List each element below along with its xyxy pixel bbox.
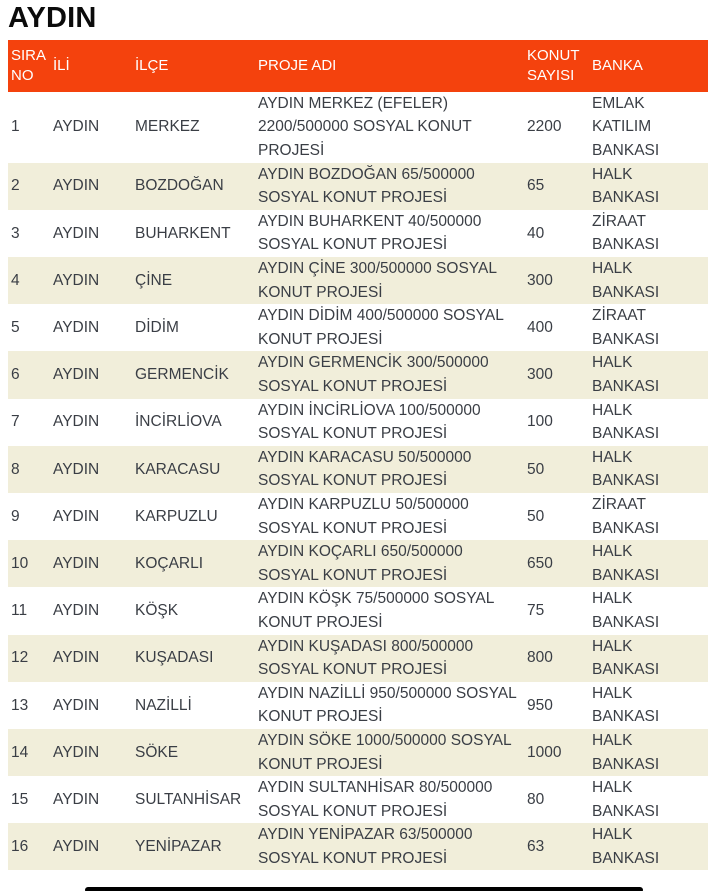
cell-sira-no: 10 xyxy=(11,554,29,572)
cell-sira-no: 16 xyxy=(11,838,29,856)
bottom-bar xyxy=(85,887,643,891)
table-row xyxy=(8,823,708,870)
cell-ili: AYDIN xyxy=(53,460,100,478)
cell-sira-no: 3 xyxy=(11,224,20,242)
cell-ili: AYDIN xyxy=(53,790,100,808)
cell-ilce: ÇİNE xyxy=(135,271,173,289)
cell-konut-sayisi: 65 xyxy=(527,177,545,195)
cell-ili: AYDIN xyxy=(53,366,100,384)
table-row xyxy=(8,351,708,398)
cell-ilce: KUŞADASI xyxy=(135,649,214,667)
cell-ili: AYDIN xyxy=(53,554,100,572)
cell-sira-no: 11 xyxy=(11,602,28,620)
column-header-proje-adi: PROJE ADI xyxy=(255,40,524,92)
table-row xyxy=(8,587,708,634)
cell-konut-sayisi: 100 xyxy=(527,413,553,431)
cell-ili: AYDIN xyxy=(53,319,100,337)
cell-banka: HALK BANKASI xyxy=(592,826,660,867)
cell-konut-sayisi: 650 xyxy=(527,554,553,572)
cell-ili: AYDIN xyxy=(53,602,100,620)
cell-banka: HALK BANKASI xyxy=(592,731,660,773)
cell-proje-adi: AYDIN KOÇARLI 650/500000 SOSYAL KONUT PROJESİ xyxy=(258,543,463,584)
cell-proje-adi: AYDIN KARACASU 50/500000 SOSYAL KONUT PROJESİ xyxy=(258,448,472,490)
cell-konut-sayisi: 1000 xyxy=(527,743,562,761)
cell-proje-adi: AYDIN BUHARKENT 40/500000 SOSYAL KONUT PROJESİ xyxy=(258,212,482,254)
column-header-ili: İLİ xyxy=(50,40,132,92)
cell-sira-no: 4 xyxy=(11,271,20,289)
cell-proje-adi: AYDIN KÖŞK 75/500000 SOSYAL KONUT PROJESİ xyxy=(258,590,494,631)
cell-ilce: İNCİRLİOVA xyxy=(135,413,222,431)
table-row xyxy=(8,446,708,493)
cell-sira-no: 2 xyxy=(11,177,20,195)
cell-proje-adi: AYDIN BOZDOĞAN 65/500000 SOSYAL KONUT PROJESİ xyxy=(258,165,475,207)
cell-sira-no: 7 xyxy=(11,413,20,431)
column-header-ilce: İLÇE xyxy=(132,40,255,92)
cell-konut-sayisi: 63 xyxy=(527,838,545,856)
cell-banka: HALK BANKASI xyxy=(592,354,660,396)
cell-sira-no: 8 xyxy=(11,460,20,478)
cell-proje-adi: AYDIN YENİPAZAR 63/500000 SOSYAL KONUT PROJESİ xyxy=(258,826,473,867)
table-row xyxy=(8,304,708,351)
cell-sira-no: 14 xyxy=(11,743,29,761)
housing-projects-table xyxy=(8,40,708,871)
cell-konut-sayisi: 2200 xyxy=(527,118,562,136)
table-row xyxy=(8,399,708,446)
cell-proje-adi: AYDIN KUŞADASI 800/500000 SOSYAL KONUT PROJESİ xyxy=(258,637,474,679)
cell-konut-sayisi: 950 xyxy=(527,696,553,714)
cell-ilce: NAZİLLİ xyxy=(135,696,192,714)
cell-banka: HALK BANKASI xyxy=(592,165,660,207)
cell-proje-adi: AYDIN NAZİLLİ 950/500000 SOSYAL KONUT PROJESİ xyxy=(258,684,517,726)
cell-proje-adi: AYDIN İNCİRLİOVA 100/500000 SOSYAL KONUT PROJESİ xyxy=(258,401,481,443)
cell-banka: HALK BANKASI xyxy=(592,401,660,443)
cell-banka: HALK BANKASI xyxy=(592,543,660,584)
cell-ili: AYDIN xyxy=(53,838,100,856)
cell-konut-sayisi: 400 xyxy=(527,319,553,337)
cell-ili: AYDIN xyxy=(53,649,100,667)
cell-ili: AYDIN xyxy=(53,118,100,136)
cell-ilce: SÖKE xyxy=(135,743,179,761)
table-row xyxy=(8,729,708,776)
cell-proje-adi: AYDIN GERMENCİK 300/500000 SOSYAL KONUT PROJESİ xyxy=(258,354,489,396)
cell-banka: HALK BANKASI xyxy=(592,260,660,301)
cell-ili: AYDIN xyxy=(53,177,100,195)
cell-konut-sayisi: 50 xyxy=(527,507,545,525)
table-row xyxy=(8,92,708,163)
page-title: AYDIN xyxy=(8,2,97,34)
cell-banka: HALK BANKASI xyxy=(592,684,660,726)
cell-ilce: DİDİM xyxy=(135,319,179,337)
cell-proje-adi: AYDIN DİDİM 400/500000 SOSYAL KONUT PROJESİ xyxy=(258,307,504,348)
cell-ilce: BUHARKENT xyxy=(135,224,231,242)
cell-banka: ZİRAAT BANKASI xyxy=(592,212,660,254)
cell-konut-sayisi: 300 xyxy=(527,271,553,289)
cell-konut-sayisi: 300 xyxy=(527,366,553,384)
column-header-sira-no: SIRA NO xyxy=(8,40,50,92)
cell-banka: EMLAK KATILIM BANKASI xyxy=(592,94,660,160)
cell-proje-adi: AYDIN SULTANHİSAR 80/500000 SOSYAL KONUT PROJESİ xyxy=(258,779,493,820)
cell-ili: AYDIN xyxy=(53,507,100,525)
cell-banka: HALK BANKASI xyxy=(592,779,660,820)
table-row xyxy=(8,635,708,682)
cell-konut-sayisi: 50 xyxy=(527,460,545,478)
cell-proje-adi: AYDIN ÇİNE 300/500000 SOSYAL KONUT PROJESİ xyxy=(258,260,497,301)
cell-ilce: YENİPAZAR xyxy=(135,838,222,856)
column-header-konut-sayisi: KONUT SAYISI xyxy=(524,40,589,92)
table-row xyxy=(8,163,708,210)
cell-sira-no: 6 xyxy=(11,366,20,384)
column-header-banka: BANKA xyxy=(589,40,708,92)
cell-sira-no: 1 xyxy=(11,118,20,136)
cell-ilce: KARACASU xyxy=(135,460,221,478)
cell-ilce: GERMENCİK xyxy=(135,366,229,384)
cell-banka: HALK BANKASI xyxy=(592,637,660,679)
cell-ilce: KARPUZLU xyxy=(135,507,218,525)
cell-banka: ZİRAAT BANKASI xyxy=(592,307,660,348)
table-header-row xyxy=(8,40,708,92)
cell-proje-adi: AYDIN SÖKE 1000/500000 SOSYAL KONUT PROJESİ xyxy=(258,731,512,773)
cell-konut-sayisi: 75 xyxy=(527,602,545,620)
table-row xyxy=(8,776,708,823)
cell-ili: AYDIN xyxy=(53,271,100,289)
cell-ili: AYDIN xyxy=(53,224,100,242)
table-header xyxy=(8,40,708,92)
table-row xyxy=(8,257,708,304)
cell-sira-no: 5 xyxy=(11,319,20,337)
cell-sira-no: 9 xyxy=(11,507,20,525)
cell-ilce: KOÇARLI xyxy=(135,554,204,572)
cell-ilce: KÖŞK xyxy=(135,602,179,620)
cell-ili: AYDIN xyxy=(53,743,100,761)
cell-sira-no: 13 xyxy=(11,696,29,714)
cell-konut-sayisi: 800 xyxy=(527,649,553,667)
cell-konut-sayisi: 40 xyxy=(527,224,545,242)
cell-sira-no: 15 xyxy=(11,790,29,808)
cell-konut-sayisi: 80 xyxy=(527,790,545,808)
cell-sira-no: 12 xyxy=(11,649,29,667)
cell-ilce: MERKEZ xyxy=(135,118,200,136)
table-row xyxy=(8,210,708,257)
cell-banka: ZİRAAT BANKASI xyxy=(592,495,660,537)
cell-ili: AYDIN xyxy=(53,413,100,431)
cell-ilce: BOZDOĞAN xyxy=(135,177,224,195)
cell-proje-adi: AYDIN MERKEZ (EFELER) 2200/500000 SOSYAL KONUT PROJESİ xyxy=(258,94,472,160)
cell-ili: AYDIN xyxy=(53,696,100,714)
cell-banka: HALK BANKASI xyxy=(592,590,660,631)
table-row xyxy=(8,682,708,729)
table-row xyxy=(8,540,708,587)
cell-banka: HALK BANKASI xyxy=(592,448,660,490)
table-body xyxy=(8,92,708,871)
table-row xyxy=(8,493,708,540)
cell-proje-adi: AYDIN KARPUZLU 50/500000 SOSYAL KONUT PROJESİ xyxy=(258,495,469,537)
cell-ilce: SULTANHİSAR xyxy=(135,790,242,808)
